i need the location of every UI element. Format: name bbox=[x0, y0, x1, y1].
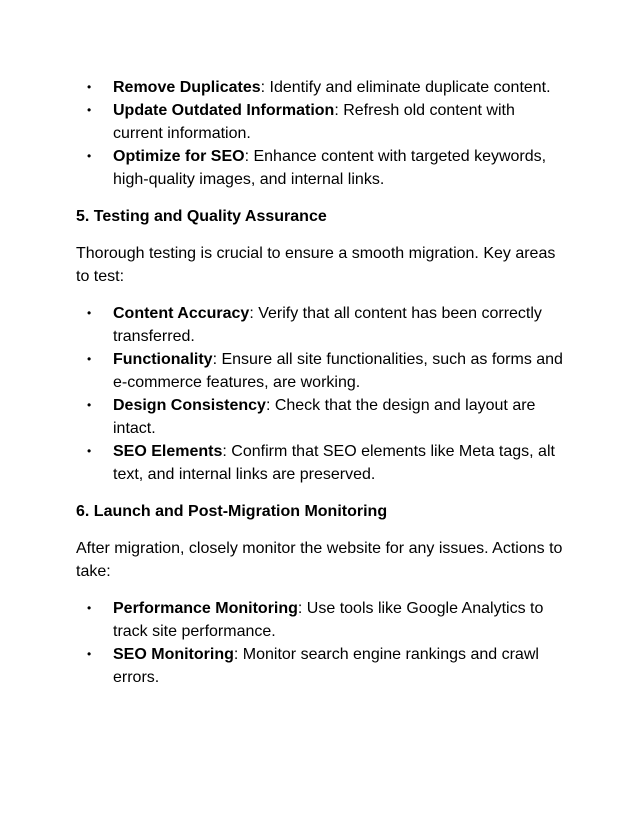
monitoring-actions-list bbox=[76, 597, 566, 689]
list-item-term: Performance Monitoring bbox=[113, 600, 298, 617]
bullet-icon: • bbox=[87, 352, 92, 366]
list-item-text: : Refresh old content with current information. bbox=[113, 102, 515, 142]
list-item bbox=[76, 99, 566, 145]
list-item-term: Design Consistency bbox=[113, 397, 266, 414]
list-item-text: : Confirm that SEO elements like Meta tags, alt text, and internal links are preserved. bbox=[113, 443, 555, 483]
list-item-text: : Use tools like Google Analytics to track site performance. bbox=[113, 600, 544, 640]
list-item bbox=[76, 394, 566, 440]
bullet-icon: • bbox=[87, 80, 92, 94]
bullet-icon: • bbox=[87, 444, 92, 458]
section-paragraph-launch: After migration, closely monitor the website for any issues. Actions to take: bbox=[76, 540, 563, 580]
list-item-term: Content Accuracy bbox=[113, 305, 250, 322]
list-item-term: SEO Monitoring bbox=[113, 646, 234, 663]
list-item bbox=[76, 440, 566, 486]
list-item-text: : Verify that all content has been correctly transferred. bbox=[113, 305, 542, 345]
bullet-icon: • bbox=[87, 647, 92, 661]
section-paragraph-testing: Thorough testing is crucial to ensure a smooth migration. Key areas to test: bbox=[76, 245, 556, 285]
testing-areas-list bbox=[76, 302, 566, 486]
bullet-icon: • bbox=[87, 306, 92, 320]
content-cleanup-list bbox=[76, 76, 566, 191]
list-item-text: : Monitor search engine rankings and crawl errors. bbox=[113, 646, 539, 686]
bullet-icon: • bbox=[87, 398, 92, 412]
list-item bbox=[76, 76, 566, 99]
list-item-term: Update Outdated Information bbox=[113, 102, 335, 119]
list-item-term: SEO Elements bbox=[113, 443, 223, 460]
list-item-text: : Enhance content with targeted keywords, high-quality images, and internal links. bbox=[113, 148, 547, 188]
list-item-term: Remove Duplicates bbox=[113, 79, 261, 96]
document-body bbox=[76, 76, 566, 689]
list-item-text: : Check that the design and layout are intact. bbox=[113, 397, 536, 437]
section-heading-launch: 6. Launch and Post-Migration Monitoring bbox=[76, 503, 388, 520]
list-item bbox=[76, 643, 566, 689]
list-item bbox=[76, 145, 566, 191]
bullet-icon: • bbox=[87, 601, 92, 615]
list-item-text: : Identify and eliminate duplicate content. bbox=[260, 79, 551, 96]
list-item bbox=[76, 348, 566, 394]
list-item-term: Functionality bbox=[113, 351, 213, 368]
list-item bbox=[76, 302, 566, 348]
list-item bbox=[76, 597, 566, 643]
list-item-text: : Ensure all site functionalities, such as forms and e-commerce features, are working. bbox=[113, 351, 563, 391]
list-item-term: Optimize for SEO bbox=[113, 148, 245, 165]
bullet-icon: • bbox=[87, 103, 92, 117]
section-heading-testing: 5. Testing and Quality Assurance bbox=[76, 208, 327, 225]
bullet-icon: • bbox=[87, 149, 92, 163]
